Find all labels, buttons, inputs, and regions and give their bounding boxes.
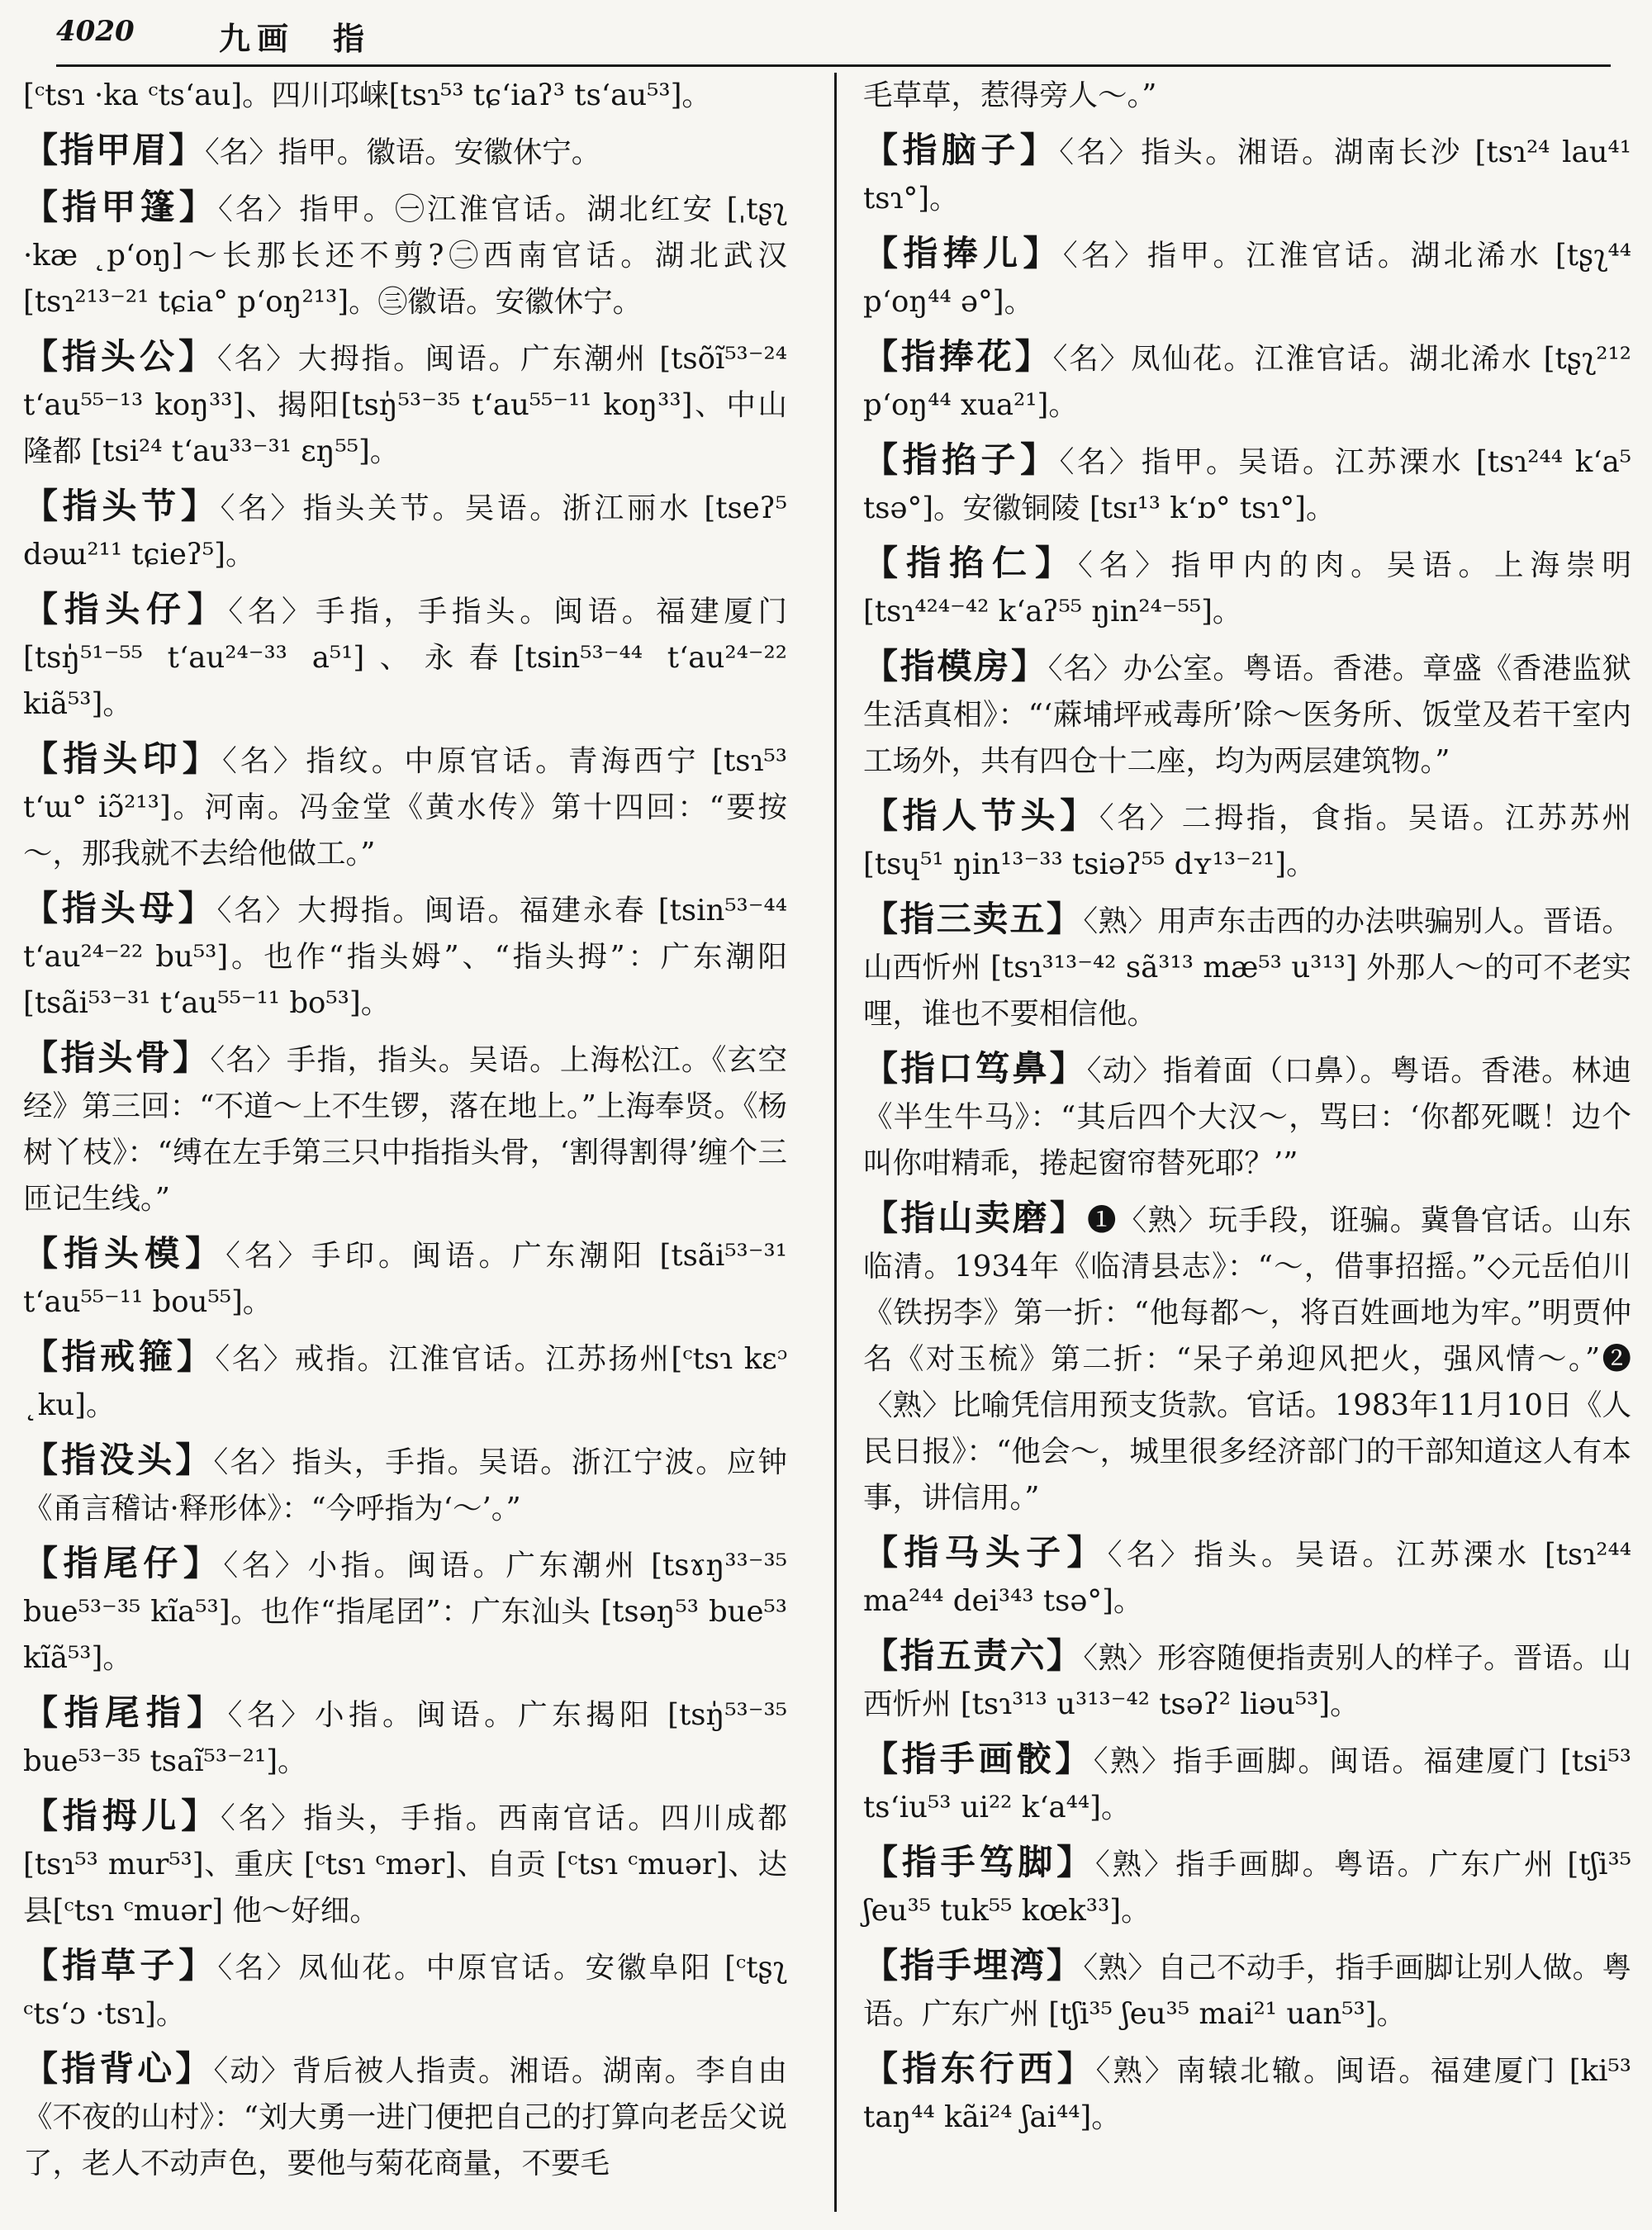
dictionary-entry: [863, 1839, 1631, 1934]
entry-definition: 〈名〉戒指。江淮官话。江苏扬州[ᶜtsɿ kɛᵓ ˛ku]。: [23, 1342, 787, 1422]
dictionary-entry: [23, 586, 787, 728]
entry-definition: 〈名〉指头。吴语。江苏溧水 [tsɿ²⁴⁴ ma²⁴⁴ dei³⁴³ tsə°]。: [863, 1538, 1631, 1618]
dictionary-entry: [863, 334, 1631, 429]
dictionary-entry: [863, 437, 1631, 532]
entry-definition: 〈名〉手指，指头。吴语。上海松江。《玄空经》第三回：“不道～上不生锣，落在地上。”上海奉贤。《杨树丫枝》：“缚在左手第三只中指指头骨，‘割得割得’缠个三匝记生线。”: [23, 1043, 787, 1216]
entry-definition: 〈名〉凤仙花。江淮官话。湖北浠水 [tʂʅ²¹² p‘oŋ⁴⁴ xua²¹]。: [863, 342, 1631, 422]
dictionary-entry: [863, 1530, 1631, 1625]
entry-headword: 【指手画骹】: [863, 1739, 1094, 1779]
entry-headword: 【指手埋湾】: [863, 1945, 1084, 1986]
entry-definition: 〈名〉指头。湘语。湖南长沙 [tsɿ²⁴ lau⁴¹ tsɿ°]。: [863, 135, 1631, 216]
dictionary-entry: [863, 540, 1631, 635]
entry-definition: 〈名〉小指。闽语。广东潮州 [tsɤŋ³³⁻³⁵ bue⁵³⁻³⁵ kĩa⁵³]。也作“指尾囝”：广东汕头 [tsəŋ⁵³ bue⁵³ kĩã⁵³]。: [23, 1549, 787, 1675]
entry-headword: 【指三卖五】: [863, 899, 1084, 939]
dictionary-entry: [863, 793, 1631, 888]
entry-definition: 〈熟〉指手画脚。闽语。福建厦门 [tsi⁵³ ts‘iu⁵³ ui²² k‘a⁴⁴]。: [863, 1744, 1631, 1824]
dictionary-entry: [863, 643, 1631, 785]
entry-definition: 〈名〉办公室。粤语。香港。章盛《香港监狱生活真相》：“‘蔴埔坪戒毒所’除～医务所、饭堂及若干室内工场外，共有四仓十二座，均为两层建筑物。”: [863, 652, 1631, 778]
dictionary-entry: [23, 1437, 787, 1532]
entry-headword: 【指手笃脚】: [863, 1842, 1096, 1882]
dictionary-entry: [23, 885, 787, 1027]
entry-definition: 〈名〉小指。闽语。广东揭阳 [tsŋ̍⁵³⁻³⁵ bue⁵³⁻³⁵ tsaĩ⁵³⁻²¹]。: [23, 1698, 787, 1778]
dictionary-entry: [863, 2046, 1631, 2141]
dictionary-entry: [23, 2046, 787, 2187]
entry-definition: 〈名〉指头，手指。吴语。浙江宁波。应钟《甬言稽诂·释形体》：“今呼指为‘～’。”: [23, 1445, 787, 1525]
entry-definition: 〈名〉指甲。吴语。江苏溧水 [tsɿ²⁴⁴ k‘a⁵ tsə°]。安徽铜陵 [tsɪ¹³ k‘ɒ° tsɿ°]。: [863, 445, 1631, 525]
continuation-text: [ᶜtsɿ ·ka ᶜts‘au]。四川邛崃[tsɿ⁵³ tɕ‘iaʔ³ ts‘au⁵³]。: [23, 78, 711, 112]
entry-headword: 【指戒箍】: [23, 1336, 216, 1377]
header-rule: [56, 64, 1611, 67]
entry-headword: 【指模房】: [863, 646, 1048, 686]
dictionary-entry: [23, 1334, 787, 1429]
entry-definition: 〈名〉指甲内的肉。吴语。上海崇明 [tsɿ⁴²⁴⁻⁴² k‘aʔ⁵⁵ ŋin²⁴⁻⁵⁵]。: [863, 548, 1631, 629]
entry-definition: 〈名〉大拇指。闽语。广东潮州 [tsõĩ⁵³⁻²⁴ t‘au⁵⁵⁻¹³ koŋ³³]、揭阳[tsŋ̍⁵³⁻³⁵ t‘au⁵⁵⁻¹¹ koŋ³³]、中山隆都 [tsi²⁴ t‘au³³⁻³¹ ɛŋ⁵⁵]。: [23, 342, 787, 468]
entry-definition: 〈熟〉自己不动手，指手画脚让别人做。粤语。广东广州 [tʃi³⁵ ʃeu³⁵ mai²¹ uan⁵³]。: [863, 1951, 1631, 2031]
entry-headword: 【指山卖磨】: [863, 1198, 1088, 1238]
left-column: [23, 73, 787, 2195]
entry-headword: 【指掐仁】: [863, 543, 1078, 583]
dictionary-entry: [23, 127, 787, 176]
entry-headword: 【指拇儿】: [23, 1796, 221, 1836]
entry-headword: 【指掐子】: [863, 439, 1060, 480]
entry-definition: 〈名〉手指，手指头。闽语。福建厦门 [tsŋ̍⁵¹⁻⁵⁵ t‘au²⁴⁻³³ a⁵¹]、永春[tsin⁵³⁻⁴⁴ t‘au²⁴⁻²² kiã⁵³]。: [23, 595, 787, 721]
section-title: 九画 指: [219, 20, 372, 57]
dictionary-entry: [23, 1943, 787, 2038]
entry-headword: 【指头母】: [23, 888, 217, 928]
dictionary-entry: [23, 1793, 787, 1934]
entry-definition: ❶〈熟〉玩手段，诳骗。冀鲁官话。山东临清。1934年《临清县志》：“～，借事招摇。”◇元岳伯川《铁拐李》第一折：“他每都～，将百姓画地为牢。”明贾仲名《对玉梳》第二折：“呆子弟迎风把火，强风情～。”❷〈熟〉比喻凭信用预支货款。官话。1983年11月10日《人民日报》：“他会～，城里很多经济部门的干部知道这人有本事，讲信用。”: [863, 1203, 1631, 1515]
entry-headword: 【指捧儿】: [863, 233, 1063, 273]
entry-headword: 【指头印】: [23, 738, 222, 779]
entry-definition: 〈名〉手印。闽语。广东潮阳 [tsãi⁵³⁻³¹ t‘au⁵⁵⁻¹¹ bou⁵⁵]。: [23, 1239, 787, 1319]
dictionary-entry: [863, 1633, 1631, 1728]
entry-definition: 〈名〉指甲。㊀江淮官话。湖北红安 [ˌtʂʅ ·kæ ˛p‘oŋ]～长那长还不剪?㊁西南官话。湖北武汉 [tsɿ²¹³⁻²¹ tɕia° p‘oŋ²¹³]。㊂徽语。安徽休宁。: [23, 192, 787, 319]
dictionary-entry: [863, 1195, 1631, 1521]
dictionary-entry: [863, 230, 1631, 325]
entry-headword: 【指马头子】: [863, 1532, 1108, 1573]
dictionary-entry: [863, 1943, 1631, 2038]
dictionary-entry: [23, 334, 787, 475]
dictionary-entry: [23, 1231, 787, 1326]
dictionary-entry: [863, 127, 1631, 222]
entry-headword: 【指头节】: [23, 486, 221, 526]
dictionary-entry: [863, 896, 1631, 1037]
entry-definition: 〈名〉指甲。江淮官话。湖北浠水 [tʂʅ⁴⁴ p‘oŋ⁴⁴ ə°]。: [863, 239, 1631, 319]
dictionary-entry: [23, 736, 787, 877]
entry-definition: 〈名〉凤仙花。中原官话。安徽阜阳 [ᶜtʂʅ ᶜts‘ɔ ·tsɿ]。: [23, 1951, 787, 2031]
entry-headword: 【指头骨】: [23, 1037, 211, 1078]
entry-definition: 〈名〉大拇指。闽语。福建永春 [tsin⁵³⁻⁴⁴ t‘au²⁴⁻²² bu⁵³]。也作“指头姆”、“指头拇”：广东潮阳 [tsãi⁵³⁻³¹ t‘au⁵⁵⁻¹¹ bo⁵³]。: [23, 894, 787, 1020]
entry-headword: 【指没头】: [23, 1440, 214, 1480]
continuation-text: 毛草草，惹得旁人～。”: [863, 78, 1157, 112]
entry-headword: 【指五责六】: [863, 1635, 1084, 1676]
entry-definition: 〈名〉二拇指，食指。吴语。江苏苏州 [tsɥ⁵¹ ŋin¹³⁻³³ tsiəʔ⁵⁵ dʏ¹³⁻²¹]。: [863, 801, 1631, 881]
entry-definition: 〈熟〉南辕北辙。闽语。福建厦门 [ki⁵³ taŋ⁴⁴ kãi²⁴ ʃai⁴⁴]。: [863, 2054, 1631, 2134]
entry-headword: 【指尾仔】: [23, 1543, 224, 1583]
dictionary-entry: [23, 1035, 787, 1222]
entry-definition: 〈熟〉指手画脚。粤语。广东广州 [tʃi³⁵ ʃeu³⁵ tuk⁵⁵ kœk³³]。: [863, 1848, 1631, 1928]
entry-definition: 〈熟〉形容随便指责别人的样子。晋语。山西忻州 [tsɿ³¹³ u³¹³⁻⁴² tsəʔ² liəu⁵³]。: [863, 1641, 1631, 1721]
dictionary-entry: [23, 1690, 787, 1785]
dictionary-entry: [23, 1540, 787, 1682]
entry-definition: 〈动〉背后被人指责。湘语。湖南。李自由《不夜的山村》：“刘大勇一进门便把自己的打算向老岳父说了，老人不动声色，要他与菊花商量，不要毛: [23, 2054, 787, 2180]
entry-headword: 【指尾指】: [23, 1692, 228, 1733]
entry-definition: 〈动〉指着面（口鼻）。粤语。香港。林迪《半生牛马》：“其后四个大汉～，骂曰：‘你都死嘅！边个叫你咁精乖，捲起窗帘替死耶？’”: [863, 1054, 1631, 1180]
entry-headword: 【指头公】: [23, 336, 217, 377]
dictionary-entry: [863, 1736, 1631, 1831]
column-divider: [834, 73, 837, 2212]
entry-headword: 【指捧花】: [863, 336, 1053, 377]
entry-headword: 【指背心】: [23, 2048, 214, 2089]
entry-headword: 【指头模】: [23, 1233, 226, 1274]
entry-headword: 【指草子】: [23, 1945, 218, 1986]
dictionary-entry: [863, 1046, 1631, 1187]
entry-headword: 【指口笃鼻】: [863, 1048, 1087, 1089]
entry-headword: 【指甲眉】: [23, 130, 206, 170]
entry-definition: 〈名〉指头关节。吴语。浙江丽水 [tseʔ⁵ dəɯ²¹¹ tɕieʔ⁵]。: [23, 491, 787, 572]
entry-headword: 【指头仔】: [23, 589, 229, 629]
page-number: 4020: [56, 15, 135, 48]
entry-definition: 〈名〉指甲。徽语。安徽休宁。: [205, 135, 601, 169]
dictionary-entry: [23, 184, 787, 325]
entry-definition: 〈名〉指头，手指。西南官话。四川成都 [tsɿ⁵³ mur⁵³]、重庆 [ᶜtsɿ ᶜmər]、自贡 [ᶜtsɿ ᶜmuər]、达县[ᶜtsɿ ᶜmuər] 他～好细。: [23, 1801, 787, 1928]
entry-definition: 〈名〉指纹。中原官话。青海西宁 [tsɿ⁵³ t‘ɯ° iɔ̃²¹³]。河南。冯金堂《黄水传》第十四回：“要按～，那我就不去给他做工。”: [23, 744, 787, 871]
entry-headword: 【指东行西】: [863, 2048, 1096, 2089]
dictionary-entry: [23, 483, 787, 578]
entry-headword: 【指人节头】: [863, 795, 1099, 836]
right-column: [863, 73, 1631, 2149]
entry-headword: 【指脑子】: [863, 130, 1060, 170]
entry-headword: 【指甲篷】: [23, 187, 218, 227]
page-header: [33, 10, 1619, 58]
entry-definition: 〈熟〉用声东击西的办法哄骗别人。晋语。山西忻州 [tsɿ³¹³⁻⁴² sã³¹³ mæ⁵³ u³¹³] 外那人～的可不老实哩，谁也不要相信他。: [863, 904, 1631, 1031]
